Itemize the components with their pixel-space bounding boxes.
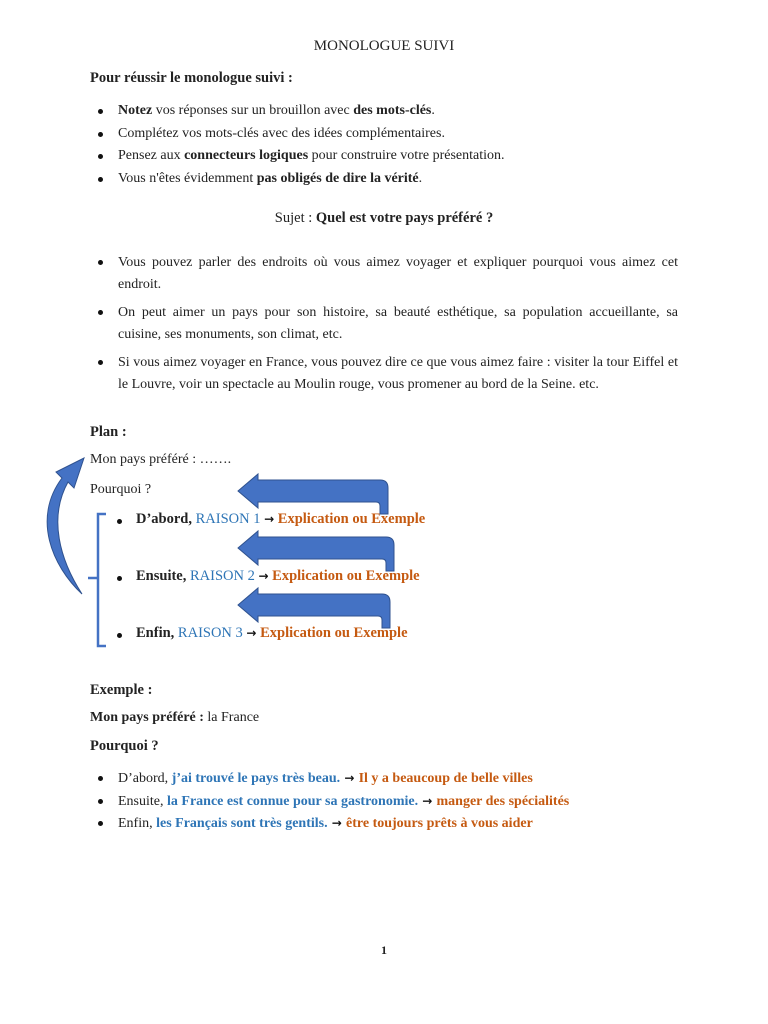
list-item: Complétez vos mots-clés avec des idées complémentaires.	[90, 124, 690, 147]
list-item: D’abord, j’ai trouvé le pays très beau. → Il y a beaucoup de belle villes	[90, 768, 730, 791]
plan-reason-3: Enfin, RAISON 3 → Explication ou Exemple	[108, 625, 408, 642]
arrow-right-icon: →	[340, 771, 359, 785]
exemple-pourquoi: Pourquoi ?	[90, 738, 159, 754]
sujet-line: Sujet : Quel est votre pays préféré ?	[274, 210, 494, 226]
u-turn-arrow-icon	[238, 531, 394, 571]
arrow-right-icon: →	[258, 569, 269, 583]
list-item: Si vous aimez voyager en France, vous pouvez dire ce que vous aimez faire : visiter la tour Eiffel et le Louvre, voir un spectacle au Moulin rouge, vous promener au bord de la Seine. etc.	[90, 352, 678, 395]
intro-heading: Pour réussir le monologue suivi :	[90, 70, 293, 86]
list-item: Notez vos réponses sur un brouillon avec des mots-clés.	[90, 101, 690, 124]
list-item: On peut aimer un pays pour son histoire, sa beauté esthétique, sa population accueillante, sa cuisine, ses monuments, son climat, etc.	[90, 302, 678, 345]
curved-arrow-icon	[47, 458, 84, 594]
list-item: Vous n'êtes évidemment pas obligés de dire la vérité.	[90, 169, 690, 192]
exemple-mon-pays: Mon pays préféré : la France	[90, 710, 260, 725]
plan-reason-1: D’abord, RAISON 1 → Explication ou Exemple	[108, 511, 425, 528]
arrow-right-icon: →	[418, 793, 437, 808]
exemple-heading: Exemple :	[90, 682, 153, 698]
list-item: Vous pouvez parler des endroits où vous aimez voyager et expliquer pourquoi vous aimez cet endroit.	[90, 252, 678, 295]
plan-line-pays: Mon pays préféré : …….	[90, 452, 232, 467]
plan-line-pourquoi: Pourquoi ?	[90, 482, 152, 497]
plan-reason-2: Ensuite, RAISON 2 → Explication ou Exemple	[108, 568, 420, 585]
sujet-question: Quel est votre pays préféré ?	[315, 210, 494, 226]
u-turn-arrow-icon	[238, 588, 390, 628]
arrow-right-icon: →	[327, 816, 347, 830]
bracket-icon	[88, 514, 106, 646]
plan-heading: Plan :	[90, 424, 127, 440]
u-turn-arrow-icon	[238, 474, 388, 514]
exemple-list	[90, 768, 730, 836]
list-item: Pensez aux connecteurs logiques pour construire votre présentation.	[90, 146, 690, 169]
document-title: MONOLOGUE SUIVI	[313, 38, 455, 54]
list-item: Ensuite, la France est connue pour sa gastronomie. → manger des spécialités	[90, 791, 730, 814]
arrow-right-icon: →	[246, 626, 257, 640]
page-number: 1	[381, 943, 387, 957]
arrow-right-icon: →	[264, 512, 275, 526]
list-item: Enfin, les Français sont très gentils. → être toujours prêts à vous aider	[90, 813, 730, 836]
